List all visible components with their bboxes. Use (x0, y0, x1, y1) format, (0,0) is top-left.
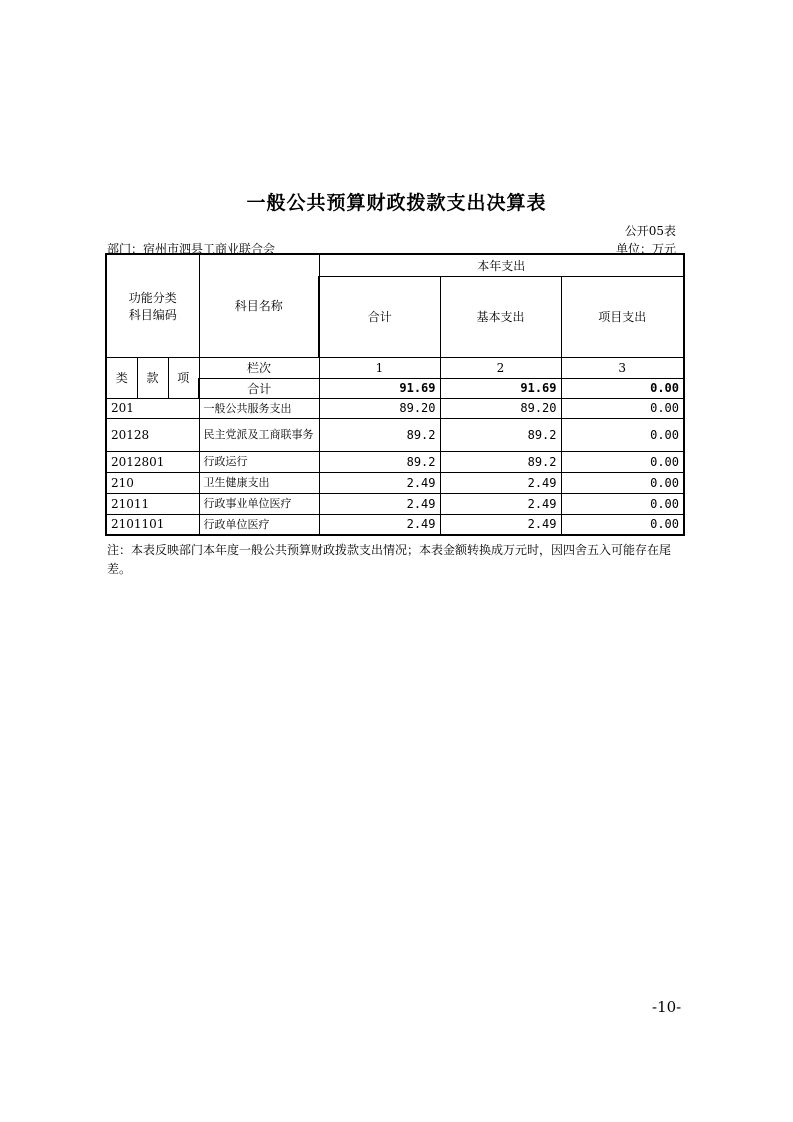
row-basic: 2.49 (440, 472, 561, 493)
table-row (106, 493, 684, 514)
row-name: 卫生健康支出 (199, 472, 319, 493)
col-index-1: 1 (319, 357, 440, 378)
row-basic: 2.49 (440, 493, 561, 514)
row-basic: 89.2 (440, 418, 561, 451)
table-row (106, 472, 684, 493)
total-row-basic: 91.69 (440, 378, 561, 398)
row-total: 2.49 (319, 514, 440, 535)
row-project: 0.00 (561, 493, 684, 514)
page-number: -10- (652, 998, 682, 1016)
row-total: 2.49 (319, 472, 440, 493)
table-row (106, 398, 684, 418)
row-project: 0.00 (561, 514, 684, 535)
total-row-total: 91.69 (319, 378, 440, 398)
row-total: 89.2 (319, 418, 440, 451)
row-project: 0.00 (561, 472, 684, 493)
row-name: 行政运行 (199, 451, 319, 472)
row-name: 行政单位医疗 (199, 514, 319, 535)
row-basic: 2.49 (440, 514, 561, 535)
row-basic: 89.2 (440, 451, 561, 472)
header-func-code (106, 254, 199, 357)
row-name: 民主党派及工商联事务 (199, 418, 319, 451)
header-kuan: 款 (137, 357, 168, 398)
row-code: 2101101 (106, 514, 199, 535)
row-project: 0.00 (561, 398, 684, 418)
row-project: 0.00 (561, 418, 684, 451)
header-xiang: 项 (168, 357, 199, 398)
row-total: 89.2 (319, 451, 440, 472)
row-code: 21011 (106, 493, 199, 514)
header-year-expense: 本年支出 (319, 254, 684, 276)
header-subject-name: 科目名称 (199, 254, 319, 357)
table-row (106, 514, 684, 535)
unit-label: 单位：万元 (615, 242, 676, 256)
form-number: 公开05表 (624, 224, 676, 238)
header-total: 合计 (319, 276, 440, 357)
row-code: 201 (106, 398, 199, 418)
expense-table (105, 253, 685, 536)
header-func-code-line2: 科目编码 (128, 307, 177, 322)
table-note: 注：本表反映部门本年度一般公共预算财政拨款支出情况；本表金额转换成万元时，因四舍五入可能存在尾差。 (107, 543, 672, 576)
header-func-code-line1: 功能分类 (128, 290, 177, 305)
row-name: 一般公共服务支出 (199, 398, 319, 418)
row-code: 210 (106, 472, 199, 493)
total-row-project: 0.00 (561, 378, 684, 398)
page-title: 一般公共预算财政拨款支出决算表 (246, 192, 547, 214)
table-row (106, 418, 684, 451)
row-code: 2012801 (106, 451, 199, 472)
row-code: 20128 (106, 418, 199, 451)
header-lanci: 栏次 (199, 357, 319, 378)
table-row (106, 451, 684, 472)
row-name: 行政事业单位医疗 (199, 493, 319, 514)
row-total: 2.49 (319, 493, 440, 514)
row-project: 0.00 (561, 451, 684, 472)
header-basic: 基本支出 (440, 276, 561, 357)
row-basic: 89.20 (440, 398, 561, 418)
header-project: 项目支出 (561, 276, 684, 357)
total-row-label: 合计 (199, 378, 319, 398)
col-index-2: 2 (440, 357, 561, 378)
col-index-3: 3 (561, 357, 684, 378)
department-label: 部门：宿州市泗县工商业联合会 (107, 242, 276, 256)
row-total: 89.20 (319, 398, 440, 418)
header-lei: 类 (106, 357, 137, 398)
